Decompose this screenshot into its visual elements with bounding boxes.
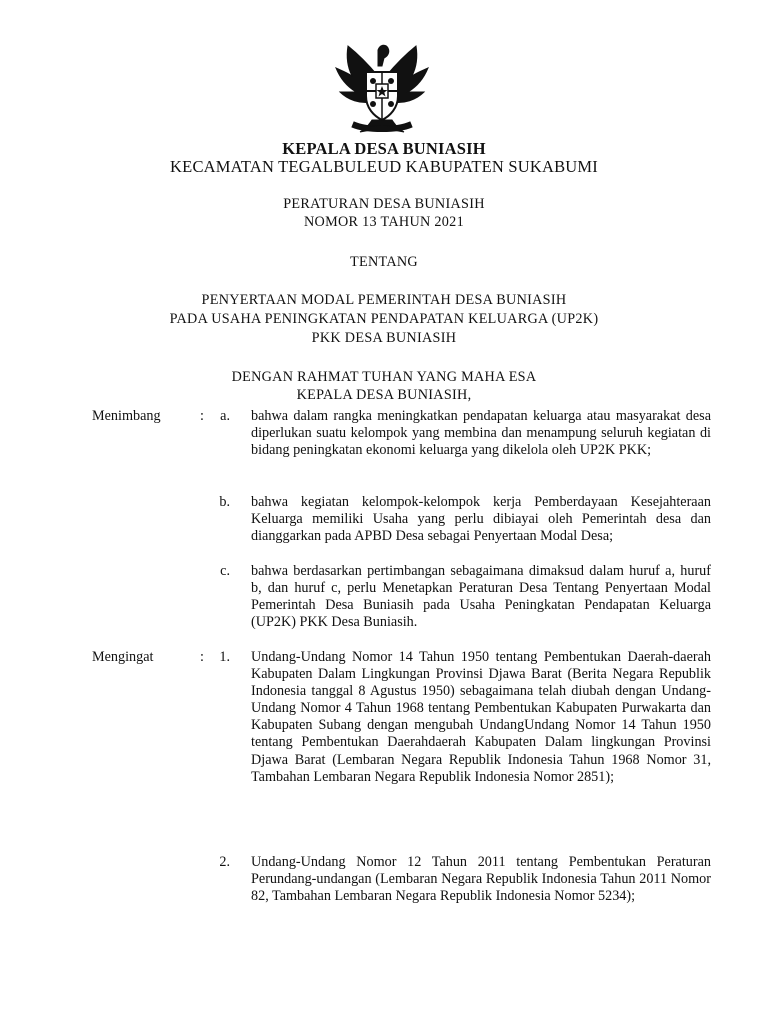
grace-line-2: KEPALA DESA BUNIASIH, [296,387,472,403]
grace-line-1: DENGAN RAHMAT TUHAN YANG MAHA ESA [231,369,537,385]
mengingat-label: Mengingat [92,649,154,665]
menimbang-item-a: bahwa dalam rangka meningkatkan pendapatan keluarga atau masyarakat desa diperlukan suatu kelompok yang membina dan menampung seluruh kegiatan di bidang peningkatan ekonomi keluarga yang dikelola oleh UP2K PKK; [251,408,711,459]
page-subtitle: KECAMATAN TEGALBULEUD KABUPATEN SUKABUMI [170,157,598,176]
menimbang-marker-c: c. [220,563,230,579]
subject-line-3: PKK DESA BUNIASIH [311,330,457,346]
menimbang-label: Menimbang [92,408,161,424]
menimbang-item-b: bahwa kegiatan kelompok-kelompok kerja Pemberdayaan Kesejahteraan Keluarga memiliki Usaha yang perlu dibiayai oleh Pemerintah desa dan dianggarkan pada APBD Desa sebagai Penyertaan Modal Desa; [251,494,711,545]
subject-line-1: PENYERTAAN MODAL PEMERINTAH DESA BUNIASIH [201,292,567,308]
mengingat-item-2: Undang-Undang Nomor 12 Tahun 2011 tentang Pembentukan Peraturan Perundang-undangan (Lembaran Negara Republik Indonesia Tahun 2011 Nomor 82, Tambahan Lembaran Negara Republik Indonesia Nomor 5234); [251,854,711,905]
mengingat-colon: : [200,649,204,665]
menimbang-colon: : [200,408,204,424]
subject-line-2: PADA USAHA PENINGKATAN PENDAPATAN KELUARGA (UP2K) [169,311,599,327]
menimbang-marker-a: a. [220,408,230,424]
menimbang-item-c: bahwa berdasarkan pertimbangan sebagaimana dimaksud dalam huruf a, huruf b, dan huruf c, perlu Menetapkan Peraturan Desa Tentang Penyertaan Modal Pemerintah Desa Buniasih pada Usaha Peningkatan Pendapatan Keluarga (UP2K) PKK Desa Buniasih. [251,563,711,631]
mengingat-marker-2: 2. [219,854,230,870]
menimbang-marker-b: b. [219,494,230,510]
mengingat-marker-1: 1. [219,649,230,665]
page-title: KEPALA DESA BUNIASIH [282,139,486,158]
regulation-name: PERATURAN DESA BUNIASIH [283,196,485,212]
garuda-emblem-icon [328,36,436,136]
regulation-number: NOMOR 13 TAHUN 2021 [304,214,464,230]
mengingat-item-1: Undang-Undang Nomor 14 Tahun 1950 tentang Pembentukan Daerah-daerah Kabupaten Dalam Lingkungan Provinsi Djawa Barat (Berita Negara Republik Indonesia tanggal 8 Agustus 1950) sebagaimana telah diubah dengan Undang-Undang Nomor 4 Tahun 1968 tentang Pembentukan Kabupaten Purwakarta dan Kabupaten Subang dengan mengubah UndangUndang Nomor 14 Tahun 1950 tentang Pembentukan Daerahdaerah Kabupaten Dalam lingkungan Provinsi Djawa Barat (Lembaran Negara Republik Indonesia Tahun 1968 Nomor 31, Tambahan Lembaran Negara Republik Indonesia Nomor 2851); [251,649,711,785]
tentang-heading: TENTANG [350,254,418,270]
